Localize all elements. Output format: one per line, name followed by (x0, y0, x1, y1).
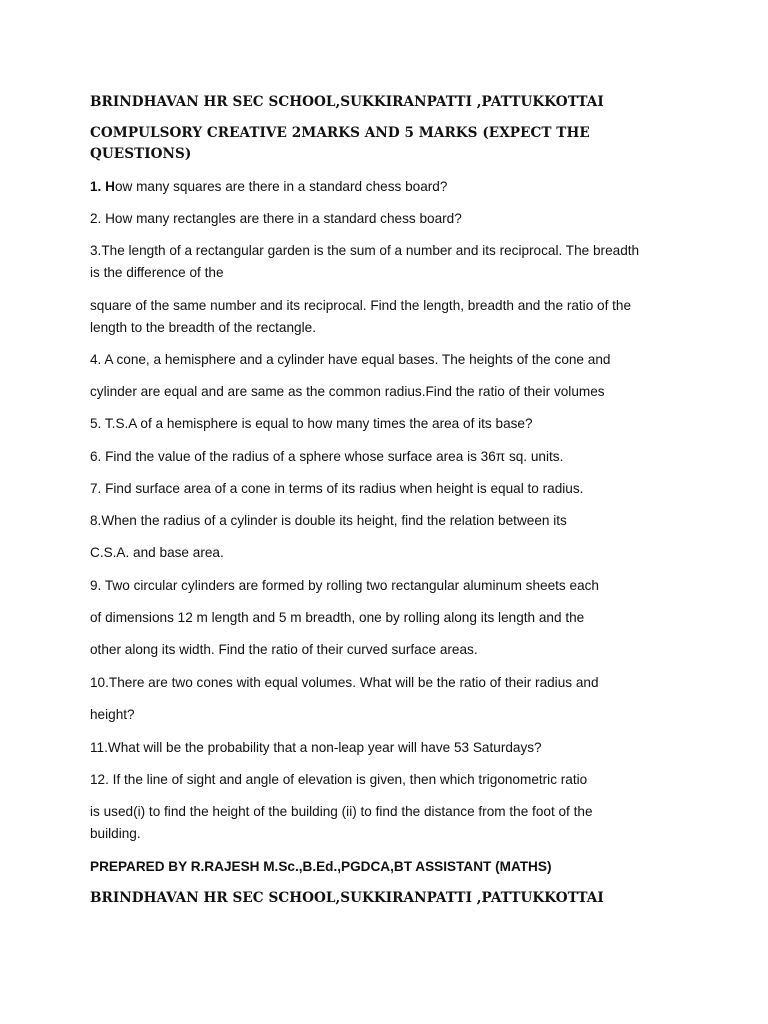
question-1-text: ow many squares are there in a standard chess board? (114, 179, 448, 194)
school-header: BRINDHAVAN HR SEC SCHOOL,SUKKIRANPATTI ,PATTUKKOTTAI (90, 94, 604, 110)
question-9-line-2: of dimensions 12 m length and 5 m breadth, one by rolling along its length and the (90, 610, 585, 625)
question-4-line-2: cylinder are equal and are same as the common radius.Find the ratio of their volumes (90, 384, 605, 399)
question-9-line-1: 9. Two circular cylinders are formed by rolling two rectangular aluminum sheets each (90, 578, 599, 593)
question-3-line-3: square of the same number and its reciprocal. Find the length, breadth and the ratio of the (90, 298, 632, 313)
question-5: 5. T.S.A of a hemisphere is equal to how many times the area of its base? (90, 416, 533, 431)
question-1-number: 1. H (90, 179, 115, 194)
question-3-line-4: length to the breadth of the rectangle. (90, 320, 316, 335)
question-9-line-3: other along its width. Find the ratio of their curved surface areas. (90, 642, 478, 657)
question-4-line-1: 4. A cone, a hemisphere and a cylinder have equal bases. The heights of the cone and (90, 352, 611, 367)
question-12-line-1: 12. If the line of sight and angle of elevation is given, then which trigonometric ratio (90, 772, 588, 787)
document-subtitle-line-1: COMPULSORY CREATIVE 2MARKS AND 5 MARKS (EXPECT THE (90, 125, 590, 141)
question-8-line-2: C.S.A. and base area. (90, 545, 224, 560)
question-8-line-1: 8.When the radius of a cylinder is double its height, find the relation between its (90, 513, 567, 528)
prepared-by: PREPARED BY R.RAJESH M.Sc.,B.Ed.,PGDCA,BT ASSISTANT (MATHS) (90, 859, 552, 874)
question-3-line-1: 3.The length of a rectangular garden is the sum of a number and its reciprocal. The breadth (90, 243, 640, 258)
question-11: 11.What will be the probability that a non-leap year will have 53 Saturdays? (90, 740, 542, 755)
question-3-line-2: is the difference of the (90, 265, 224, 280)
question-12-line-3: building. (90, 826, 141, 841)
question-7: 7. Find surface area of a cone in terms of its radius when height is equal to radius. (90, 481, 584, 496)
question-6: 6. Find the value of the radius of a sphere whose surface area is 36π sq. units. (90, 449, 564, 464)
question-1 (90, 176, 447, 197)
question-10-line-1: 10.There are two cones with equal volumes. What will be the ratio of their radius and (90, 675, 599, 690)
question-2: 2. How many rectangles are there in a standard chess board? (90, 211, 462, 226)
question-12-line-2: is used(i) to find the height of the building (ii) to find the distance from the foot of the (90, 804, 593, 819)
question-10-line-2: height? (90, 707, 135, 722)
document-subtitle-line-2: QUESTIONS) (90, 146, 192, 162)
school-footer: BRINDHAVAN HR SEC SCHOOL,SUKKIRANPATTI ,PATTUKKOTTAI (90, 890, 604, 906)
